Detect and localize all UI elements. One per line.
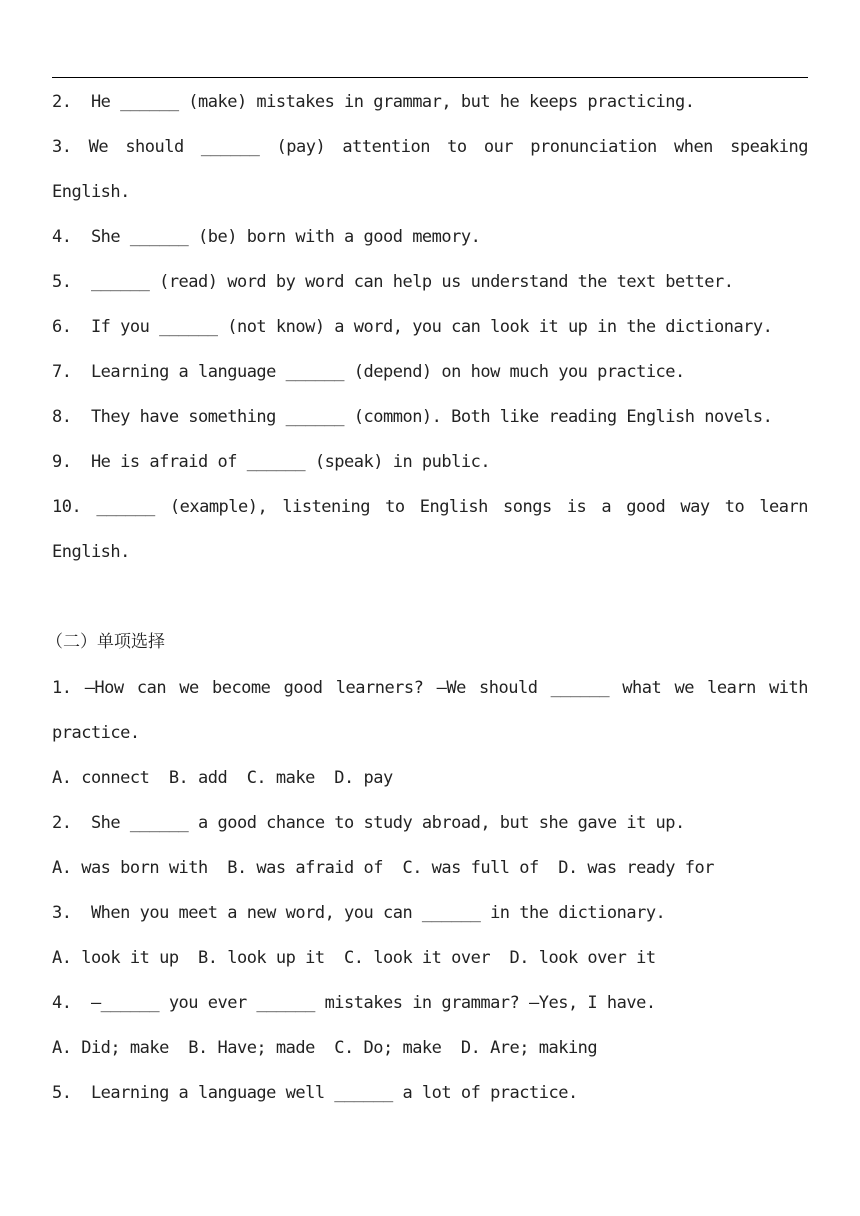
question-line-continuation: English. bbox=[52, 182, 130, 202]
choice-options: A. Did; make B. Have; made C. Do; make D. Are; making bbox=[52, 1038, 598, 1058]
question-line: 10. ______ (example), listening to English songs is a good way to learn bbox=[52, 497, 808, 517]
question-line: 8. They have something ______ (common). Both like reading English novels. bbox=[52, 407, 773, 427]
choice-question-line: 2. She ______ a good chance to study abroad, but she gave it up. bbox=[52, 813, 685, 833]
choice-options: A. connect B. add C. make D. pay bbox=[52, 768, 393, 788]
question-line: 4. She ______ (be) born with a good memory. bbox=[52, 227, 481, 247]
question-line: 2. He ______ (make) mistakes in grammar, but he keeps practicing. bbox=[52, 92, 695, 112]
question-line: 6. If you ______ (not know) a word, you can look it up in the dictionary. bbox=[52, 317, 773, 337]
question-line-continuation: English. bbox=[52, 542, 130, 562]
choice-question-line: 3. When you meet a new word, you can ______ in the dictionary. bbox=[52, 903, 666, 923]
question-line: 7. Learning a language ______ (depend) on how much you practice. bbox=[52, 362, 685, 382]
choice-question-line: 1. —How can we become good learners? —We should ______ what we learn with bbox=[52, 678, 808, 698]
choice-options: A. was born with B. was afraid of C. was full of D. was ready for bbox=[52, 858, 714, 878]
header-rule bbox=[52, 77, 808, 78]
choice-options: A. look it up B. look up it C. look it over D. look over it bbox=[52, 948, 656, 968]
choice-question-continuation: practice. bbox=[52, 723, 140, 743]
question-line: 3. We should ______ (pay) attention to our pronunciation when speaking bbox=[52, 137, 808, 157]
question-line: 5. ______ (read) word by word can help us understand the text better. bbox=[52, 272, 734, 292]
choice-question-line: 4. —______ you ever ______ mistakes in grammar? —Yes, I have. bbox=[52, 993, 656, 1013]
question-line: 9. He is afraid of ______ (speak) in public. bbox=[52, 452, 491, 472]
choice-question-line: 5. Learning a language well ______ a lot of practice. bbox=[52, 1083, 578, 1103]
section-heading: （二）单项选择 bbox=[46, 632, 165, 652]
